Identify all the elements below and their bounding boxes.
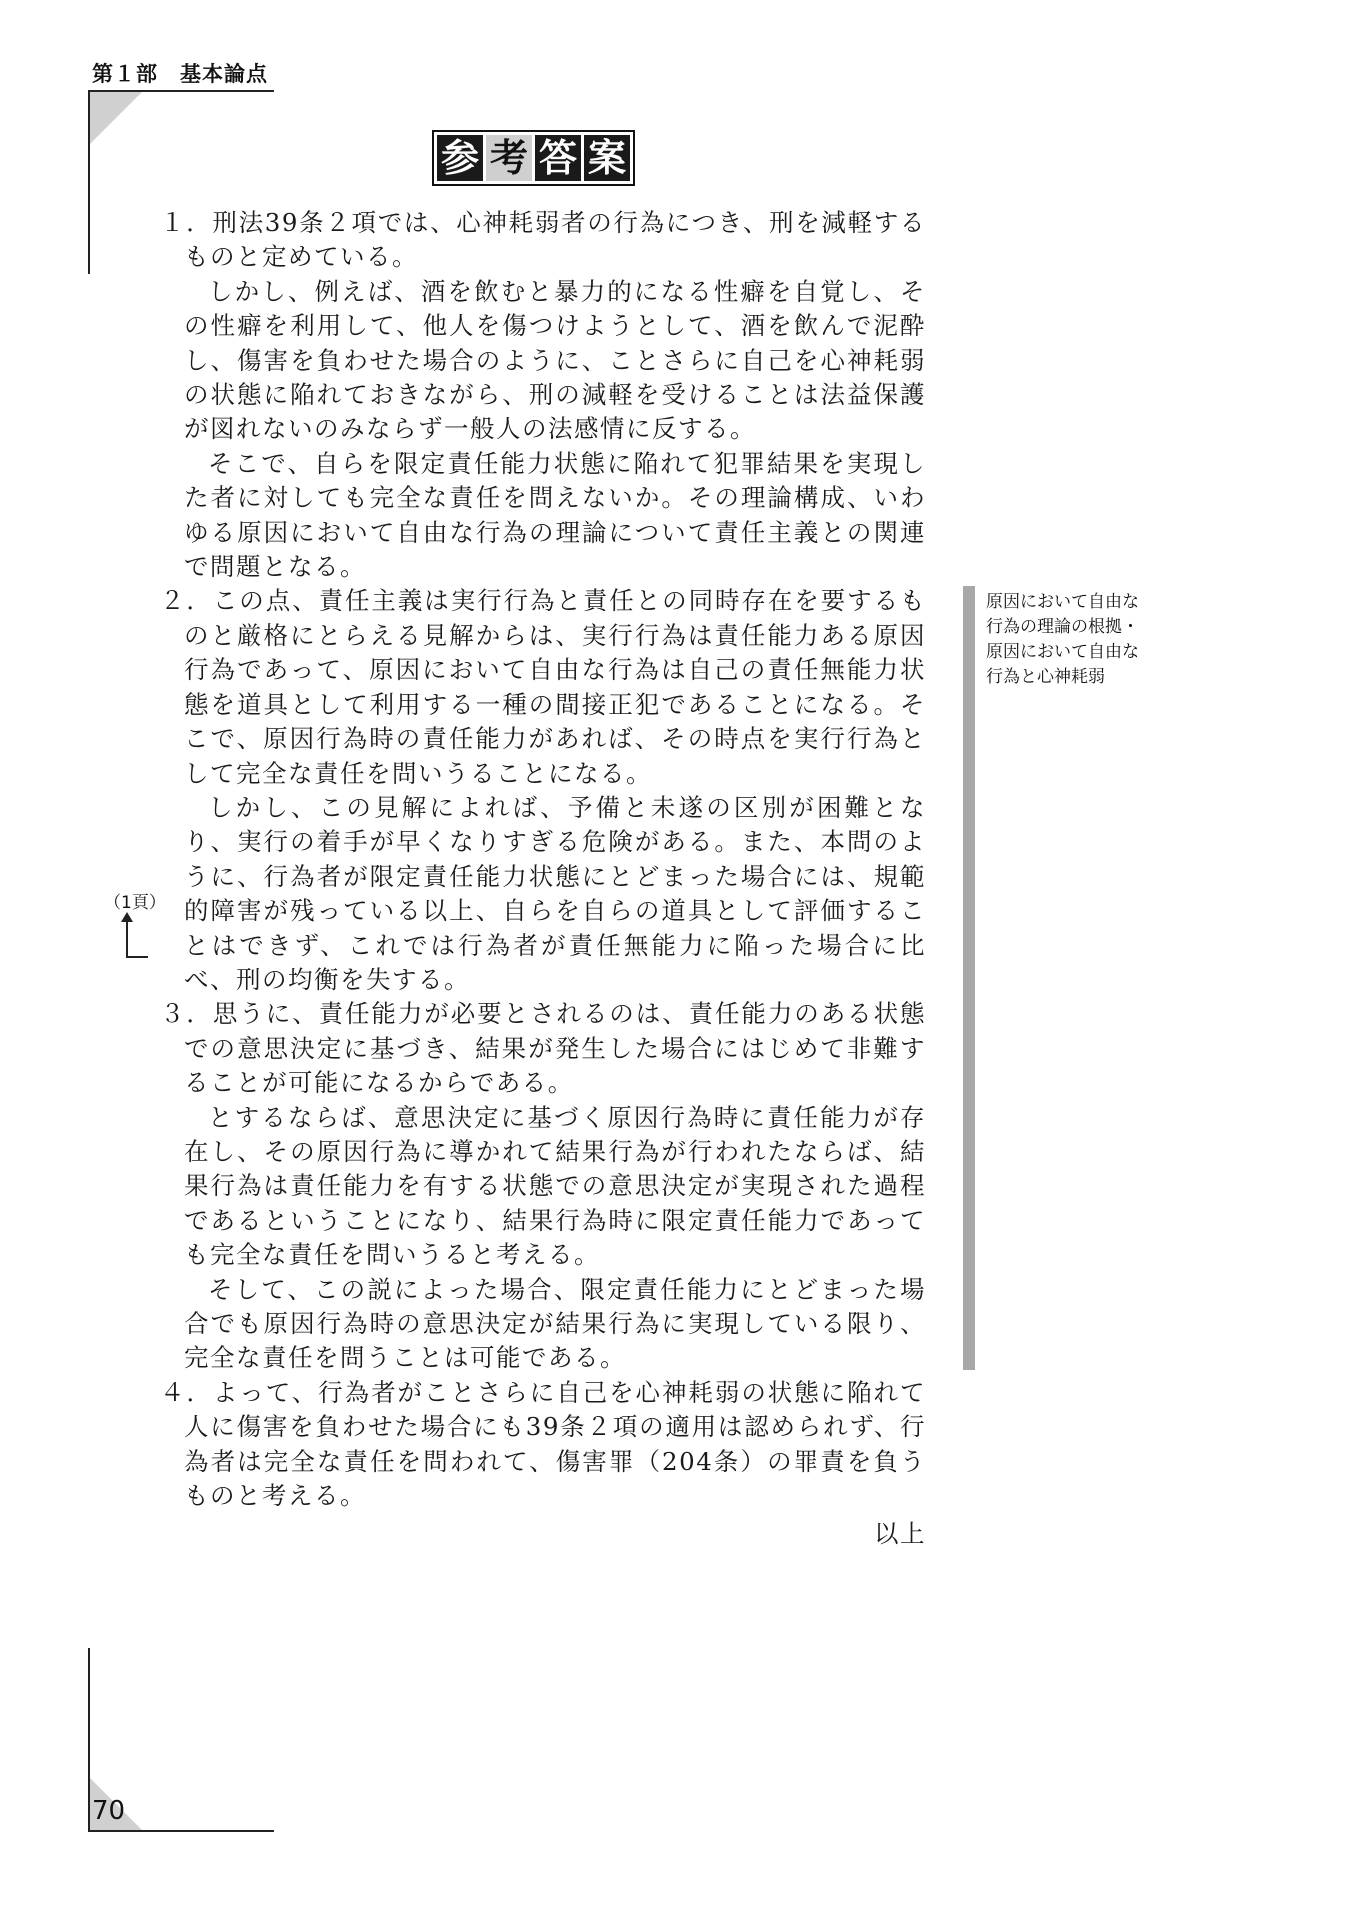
title-char-4: 案 <box>584 135 630 181</box>
paragraph-4: ２．この点、責任主義は実行行為と責任との同時存在を要するものと厳格にとらえる見解からは、実行行為は責任能力ある原因行為であって、原因において自由な行為は自己の責任無能力状態を道具として利用する一種の間接正犯であることになる。そこで、原因行為時の責任能力があれば、その時点を実行行為として完全な責任を問いうることになる。 <box>160 586 926 788</box>
answer-body <box>160 206 926 1552</box>
paragraph-3: そこで、自らを限定責任能力状態に陥れて犯罪結果を実現した者に対しても完全な責任を問えないか。その理論構成、いわゆる原因において自由な行為の理論について責任主義との関連で問題となる。 <box>184 448 926 582</box>
paragraph-9: ４．よって、行為者がことさらに自己を心神耗弱の状態に陥れて人に傷害を負わせた場合にも39条２項の適用は認められず、行為者は完全な責任を問われて、傷害罪（204条）の罪責を負うものと考える。 <box>160 1377 926 1511</box>
paragraph-2: しかし、例えば、酒を飲むと暴力的になる性癖を自覚し、その性癖を利用して、他人を傷つけようとして、酒を飲んで泥酔し、傷害を負わせた場合のように、ことさらに自己を心神耗弱の状態に陥れておきながら、刑の減軽を受けることは法益保護が図れないのみならず一般人の法感情に反する。 <box>184 276 926 444</box>
title-char-3: 答 <box>535 135 581 181</box>
title-box <box>432 130 635 186</box>
margin-bar <box>963 586 975 1370</box>
margin-note: 原因において自由な行為の理論の根拠・原因において自由な行為と心神耗弱 <box>986 592 1139 687</box>
page-number: 70 <box>92 1796 126 1826</box>
paragraph-5: しかし、この見解によれば、予備と未遂の区別が困難となり、実行の着手が早くなりすぎる危険がある。また、本問のように、行為者が限定責任能力状態にとどまった場合には、規範的障害が残っている以上、自らを自らの道具として評価することはできず、これでは行為者が責任無能力に陥った場合に比べ、刑の均衡を失する。 <box>184 792 926 994</box>
header-text: 第１部 基本論点 <box>92 62 268 86</box>
title-char-2: 考 <box>486 135 532 181</box>
page-reference: （1頁） <box>104 893 166 913</box>
paragraph-8: そして、この説によった場合、限定責任能力にとどまった場合でも原因行為時の意思決定が結果行為に実現している限り、完全な責任を問うことは可能である。 <box>184 1274 926 1373</box>
paragraph-7: とするならば、意思決定に基づく原因行為時に責任能力が存在し、その原因行為に導かれて結果行為が行われたならば、結果行為は責任能力を有する状態での意思決定が実現された過程であるということになり、結果行為時に限定責任能力であっても完全な責任を問いうると考える。 <box>184 1102 926 1270</box>
title-char-1: 参 <box>437 135 483 181</box>
paragraph-6: ３．思うに、責任能力が必要とされるのは、責任能力のある状態での意思決定に基づき、結果が発生した場合にはじめて非難することが可能になるからである。 <box>160 999 926 1098</box>
top-corner-triangle <box>90 92 142 144</box>
bottom-rule <box>88 1830 274 1832</box>
closing-text: 以上 <box>874 1519 926 1549</box>
paragraph-1: １．刑法39条２項では、心神耗弱者の行為につき、刑を減軽するものと定めている。 <box>160 208 926 272</box>
